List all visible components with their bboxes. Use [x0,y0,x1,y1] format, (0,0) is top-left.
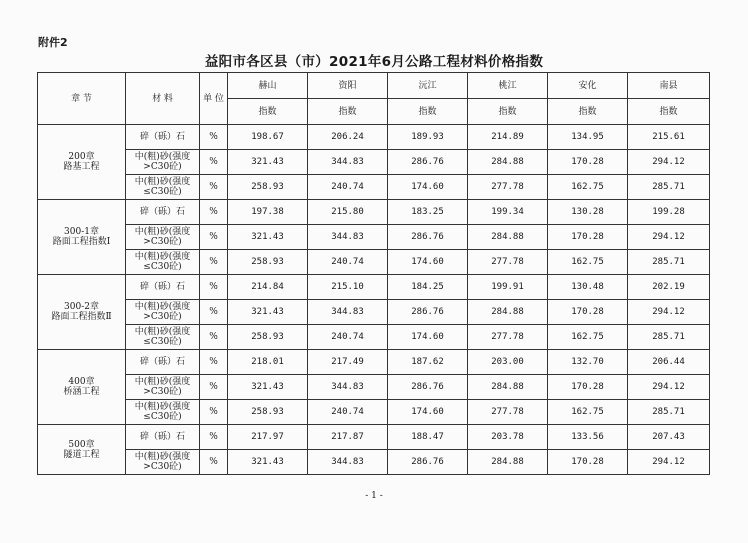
index-value-cell: 286.76 [388,450,468,475]
index-value-cell: 258.93 [228,325,308,350]
index-value-cell: 199.91 [468,275,548,300]
header-county: 安化 [548,73,628,99]
index-value-cell: 284.88 [468,450,548,475]
material-cell: 碎（砾）石 [126,350,200,375]
index-value-cell: 321.43 [228,375,308,400]
chapter-cell: 300-1章 路面工程指数Ⅰ [38,200,126,275]
table-row [38,425,710,450]
index-value-cell: 344.83 [308,300,388,325]
table-row [38,325,710,350]
index-value-cell: 285.71 [628,175,710,200]
index-value-cell: 214.89 [468,125,548,150]
material-cell: 中(粗)砂(强度 >C30砼) [126,300,200,325]
material-cell: 中(粗)砂(强度 ≤C30砼) [126,250,200,275]
table-row [38,150,710,175]
index-value-cell: 284.88 [468,225,548,250]
index-value-cell: 344.83 [308,450,388,475]
index-value-cell: 199.34 [468,200,548,225]
unit-cell: % [200,200,228,225]
material-cell: 中(粗)砂(强度 >C30砼) [126,225,200,250]
table-row [38,350,710,375]
index-value-cell: 130.48 [548,275,628,300]
unit-cell: % [200,225,228,250]
index-value-cell: 240.74 [308,400,388,425]
material-cell: 中(粗)砂(强度 ≤C30砼) [126,175,200,200]
index-value-cell: 170.28 [548,375,628,400]
index-value-cell: 344.83 [308,225,388,250]
index-value-cell: 162.75 [548,175,628,200]
index-value-cell: 240.74 [308,175,388,200]
material-cell: 中(粗)砂(强度 ≤C30砼) [126,400,200,425]
index-value-cell: 284.88 [468,375,548,400]
unit-cell: % [200,250,228,275]
unit-cell: % [200,125,228,150]
header-chapter: 章 节 [38,73,126,125]
chapter-cell: 300-2章 路面工程指数Ⅱ [38,275,126,350]
page-number: - 1 - [365,491,383,501]
index-value-cell: 321.43 [228,450,308,475]
index-value-cell: 202.19 [628,275,710,300]
index-value-cell: 285.71 [628,250,710,275]
index-value-cell: 183.25 [388,200,468,225]
index-value-cell: 162.75 [548,325,628,350]
unit-cell: % [200,275,228,300]
index-value-cell: 206.24 [308,125,388,150]
index-value-cell: 217.49 [308,350,388,375]
index-value-cell: 344.83 [308,150,388,175]
index-value-cell: 199.28 [628,200,710,225]
header-unit: 单 位 [200,73,228,125]
header-index-label: 指数 [628,99,710,125]
index-value-cell: 321.43 [228,150,308,175]
header-county: 桃江 [468,73,548,99]
index-value-cell: 258.93 [228,250,308,275]
index-value-cell: 206.44 [628,350,710,375]
material-cell: 碎（砾）石 [126,275,200,300]
index-value-cell: 277.78 [468,250,548,275]
index-value-cell: 215.10 [308,275,388,300]
table-row [38,175,710,200]
index-value-cell: 294.12 [628,375,710,400]
index-value-cell: 258.93 [228,175,308,200]
index-value-cell: 174.60 [388,400,468,425]
table-body [38,125,710,475]
material-cell: 中(粗)砂(强度 ≤C30砼) [126,325,200,350]
index-value-cell: 284.88 [468,150,548,175]
index-value-cell: 174.60 [388,325,468,350]
index-value-cell: 344.83 [308,375,388,400]
index-value-cell: 134.95 [548,125,628,150]
header-index-label: 指数 [228,99,308,125]
index-value-cell: 285.71 [628,325,710,350]
unit-cell: % [200,150,228,175]
index-value-cell: 170.28 [548,300,628,325]
index-value-cell: 294.12 [628,225,710,250]
unit-cell: % [200,425,228,450]
header-index-label: 指数 [468,99,548,125]
index-value-cell: 294.12 [628,450,710,475]
header-county: 资阳 [308,73,388,99]
index-value-cell: 187.62 [388,350,468,375]
header-material: 材 料 [126,73,200,125]
index-value-cell: 277.78 [468,175,548,200]
unit-cell: % [200,325,228,350]
index-value-cell: 130.28 [548,200,628,225]
material-cell: 中(粗)砂(强度 >C30砼) [126,450,200,475]
unit-cell: % [200,300,228,325]
header-county: 南县 [628,73,710,99]
index-value-cell: 321.43 [228,225,308,250]
index-value-cell: 217.97 [228,425,308,450]
table-row [38,275,710,300]
material-cell: 碎（砾）石 [126,125,200,150]
table-row [38,375,710,400]
unit-cell: % [200,375,228,400]
chapter-cell: 400章 桥涵工程 [38,350,126,425]
index-value-cell: 170.28 [548,450,628,475]
document-title: 益阳市各区县（市）2021年6月公路工程材料价格指数 [204,54,544,70]
index-value-cell: 294.12 [628,300,710,325]
chapter-cell: 200章 路基工程 [38,125,126,200]
unit-cell: % [200,400,228,425]
unit-cell: % [200,175,228,200]
table-row [38,300,710,325]
header-index-label: 指数 [308,99,388,125]
index-value-cell: 162.75 [548,400,628,425]
index-value-cell: 218.01 [228,350,308,375]
index-value-cell: 203.00 [468,350,548,375]
material-cell: 碎（砾）石 [126,425,200,450]
index-value-cell: 215.80 [308,200,388,225]
material-cell: 中(粗)砂(强度 >C30砼) [126,150,200,175]
price-index-table [37,72,710,475]
index-value-cell: 285.71 [628,400,710,425]
chapter-cell: 500章 隧道工程 [38,425,126,475]
index-value-cell: 132.70 [548,350,628,375]
index-value-cell: 258.93 [228,400,308,425]
material-cell: 中(粗)砂(强度 >C30砼) [126,375,200,400]
header-index-label: 指数 [548,99,628,125]
index-value-cell: 294.12 [628,150,710,175]
table-row [38,450,710,475]
index-value-cell: 214.84 [228,275,308,300]
index-value-cell: 162.75 [548,250,628,275]
index-value-cell: 207.43 [628,425,710,450]
table-row [38,225,710,250]
material-cell: 碎（砾）石 [126,200,200,225]
index-value-cell: 203.78 [468,425,548,450]
header-index-label: 指数 [388,99,468,125]
table-row [38,400,710,425]
table-row [38,250,710,275]
unit-cell: % [200,350,228,375]
index-value-cell: 174.60 [388,175,468,200]
header-county: 赫山 [228,73,308,99]
index-value-cell: 170.28 [548,150,628,175]
index-value-cell: 197.38 [228,200,308,225]
index-value-cell: 184.25 [388,275,468,300]
index-value-cell: 286.76 [388,375,468,400]
index-value-cell: 284.88 [468,300,548,325]
index-value-cell: 277.78 [468,325,548,350]
index-value-cell: 240.74 [308,250,388,275]
index-value-cell: 240.74 [308,325,388,350]
index-value-cell: 321.43 [228,300,308,325]
index-value-cell: 189.93 [388,125,468,150]
index-value-cell: 198.67 [228,125,308,150]
unit-cell: % [200,450,228,475]
attachment-label: 附件2 [38,36,68,49]
index-value-cell: 286.76 [388,300,468,325]
index-value-cell: 286.76 [388,150,468,175]
index-value-cell: 217.87 [308,425,388,450]
index-value-cell: 133.56 [548,425,628,450]
index-value-cell: 188.47 [388,425,468,450]
table-row [38,200,710,225]
index-value-cell: 174.60 [388,250,468,275]
index-value-cell: 170.28 [548,225,628,250]
header-county: 沅江 [388,73,468,99]
index-value-cell: 286.76 [388,225,468,250]
table-row [38,125,710,150]
index-value-cell: 277.78 [468,400,548,425]
header-row-counties [38,73,710,99]
index-value-cell: 215.61 [628,125,710,150]
